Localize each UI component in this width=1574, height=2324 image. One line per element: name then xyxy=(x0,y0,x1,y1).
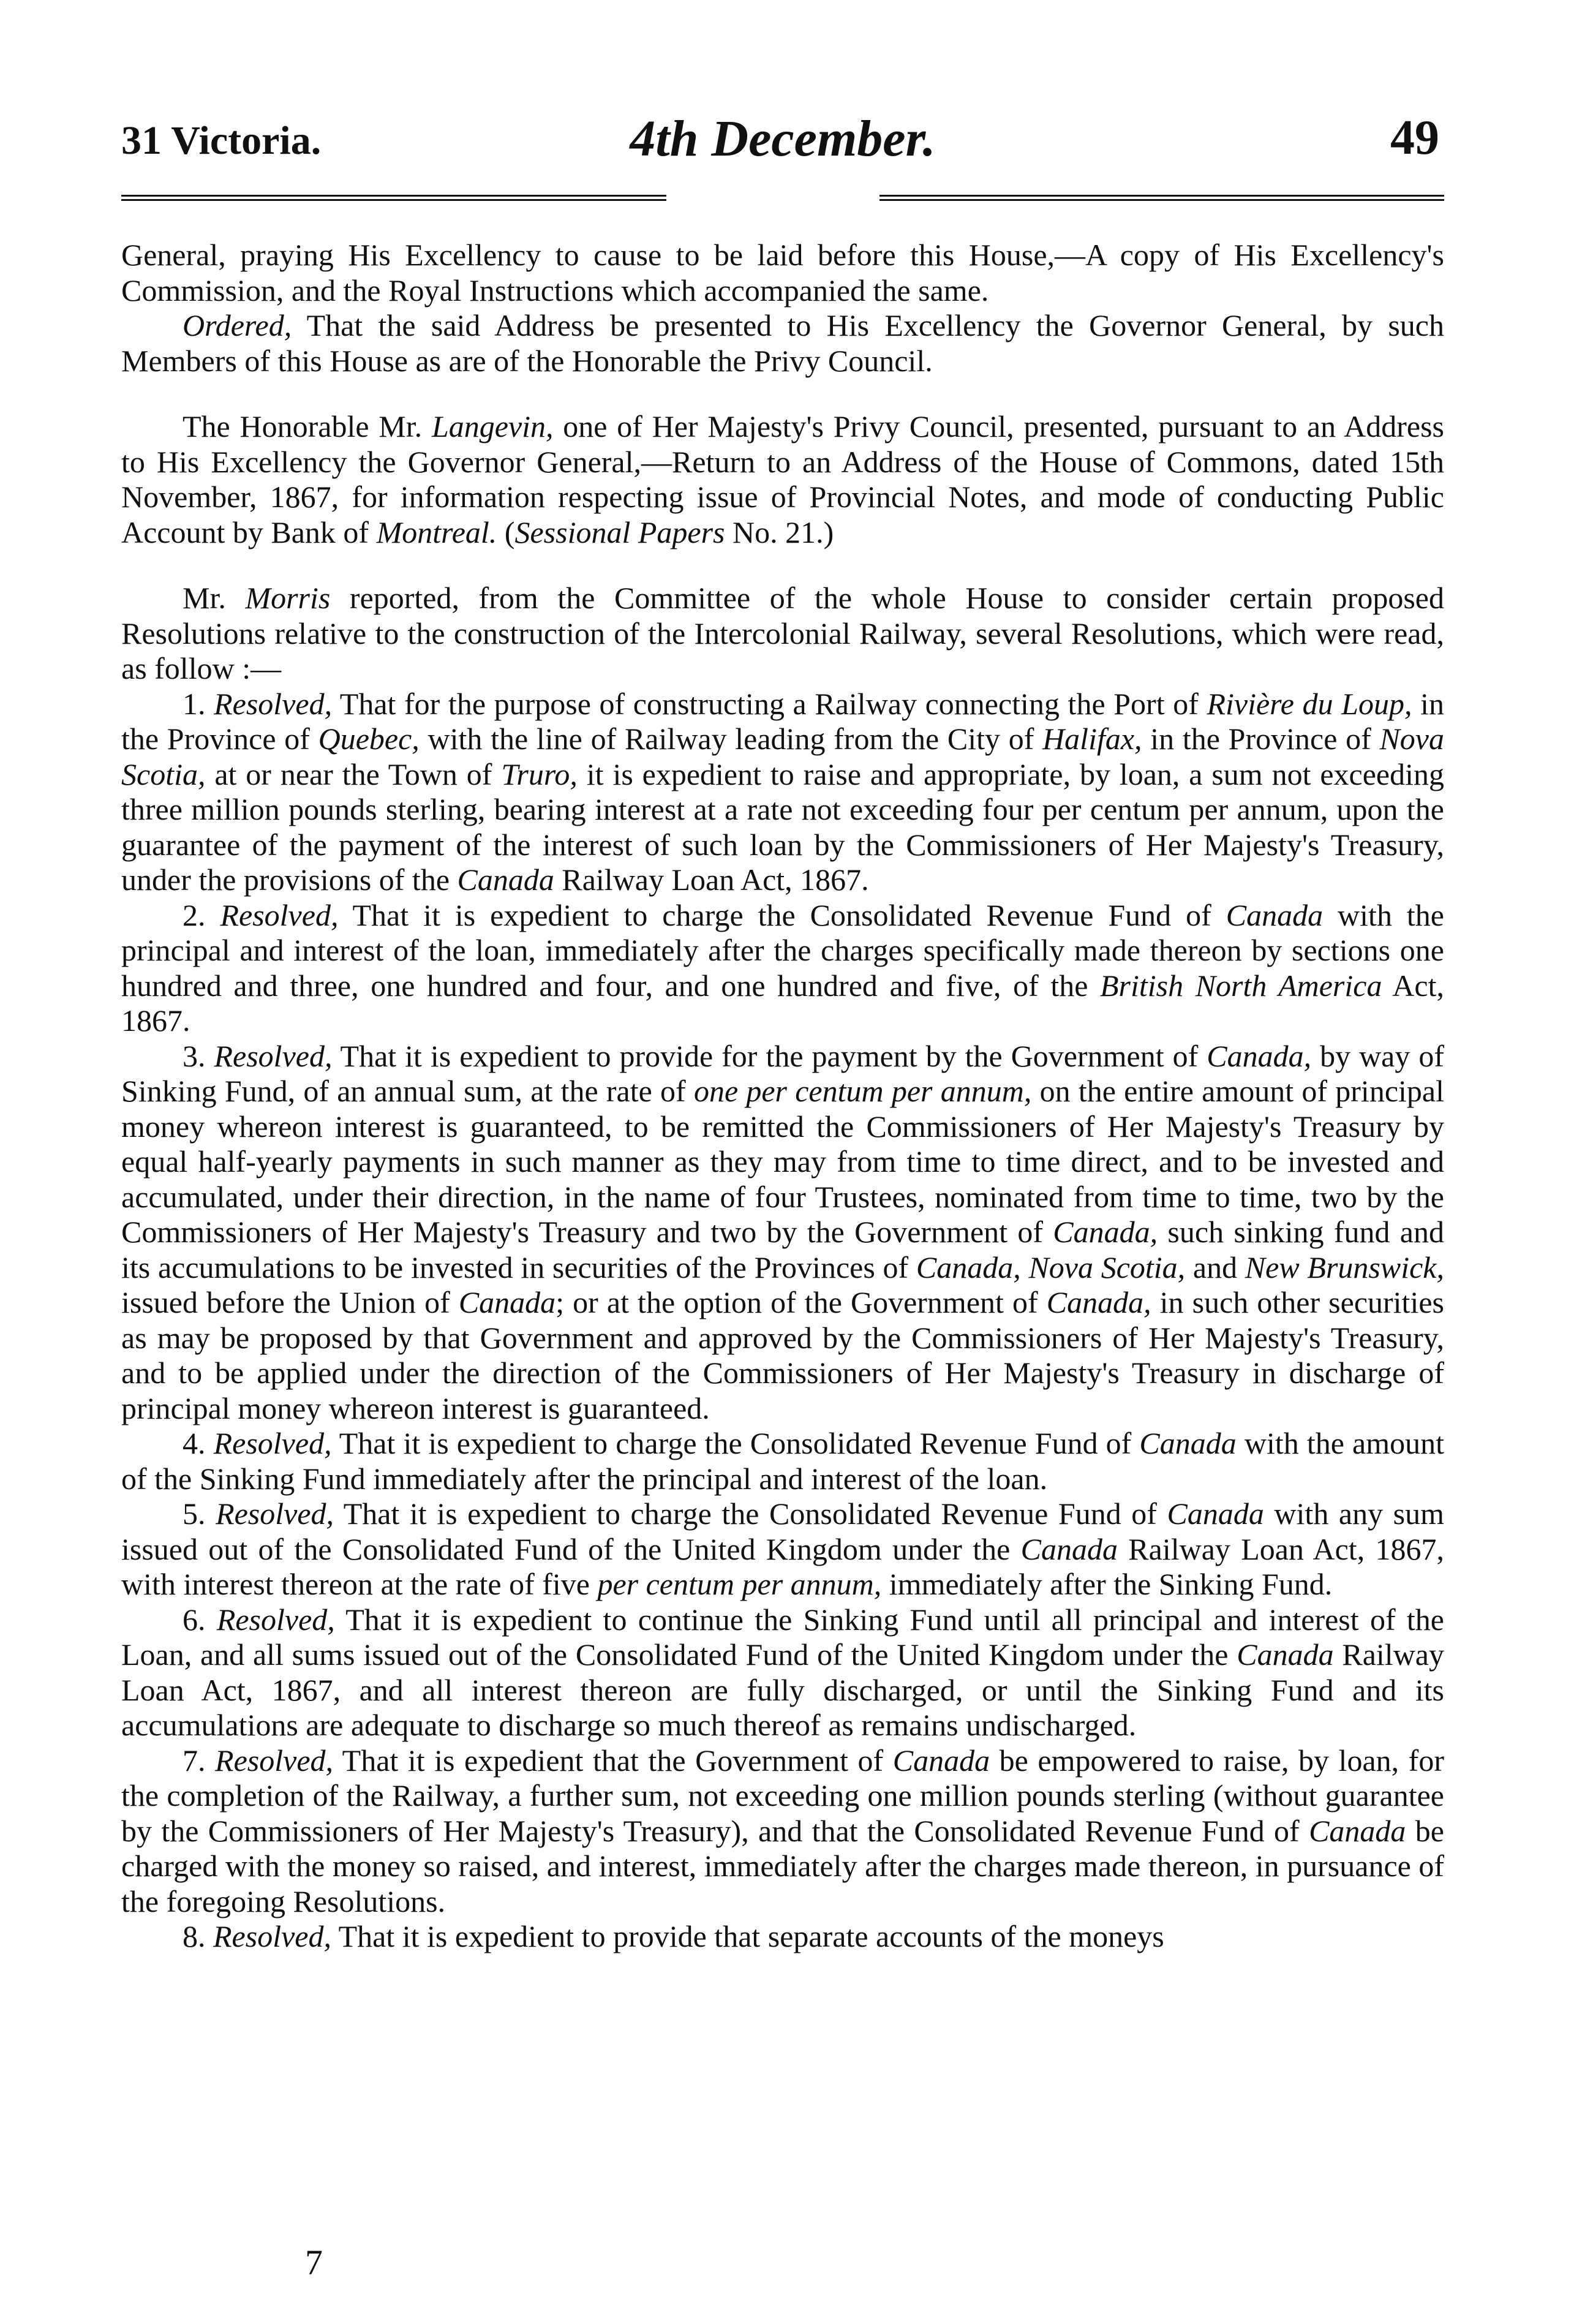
italic-text: Resolved, xyxy=(216,1602,335,1637)
italic-text: Canada, xyxy=(916,1250,1021,1285)
italic-text: Truro, xyxy=(501,756,578,791)
paragraph xyxy=(121,1496,1444,1602)
text-run: issued before the Union of xyxy=(121,1285,459,1319)
text-run: 1. xyxy=(183,686,214,721)
italic-text: Halifax, xyxy=(1042,722,1142,756)
text-run: at or near the Town of xyxy=(205,756,502,791)
italic-text: Montreal. xyxy=(376,515,497,549)
text-run: by way of Sinking Fund, of an annual sum, at the rate of xyxy=(121,1038,1445,1108)
italic-text: Resolved, xyxy=(216,1496,334,1531)
text-run: That it is expedient to charge the Consolidated Revenue Fund of xyxy=(331,1426,1140,1460)
italic-text: Canada xyxy=(892,1743,990,1778)
italic-text: Morris xyxy=(245,581,331,615)
text-run: That it is expedient to charge the Consolidated Revenue Fund of xyxy=(338,897,1226,932)
text-run: 6. xyxy=(183,1602,217,1637)
journal-body xyxy=(121,238,1444,1955)
text-run: Railway Loan Act, 1867, with interest thereon at the rate of five xyxy=(121,1531,1445,1601)
italic-text: Resolved, xyxy=(220,897,339,932)
italic-text: Canada xyxy=(1309,1813,1406,1848)
text-run: with the principal and interest of the loan, immediately after the charges specifically made thereon by sections one hundred and three, one hundred and four, and one hundred and five, of the xyxy=(121,897,1444,1003)
paragraph xyxy=(121,898,1444,1039)
italic-text: Canada xyxy=(457,862,554,897)
italic-text: Nova Scotia, xyxy=(1028,1250,1186,1285)
text-run: That it is expedient to provide for the payment by the Government of xyxy=(332,1038,1207,1073)
text-run: ( xyxy=(497,515,515,549)
text-run: with the line of Railway leading from the City of xyxy=(419,722,1043,756)
text-run: immediately after the Sinking Fund. xyxy=(881,1567,1333,1601)
italic-text: Resolved, xyxy=(213,1919,331,1953)
header-rule-right xyxy=(879,195,1444,201)
text-run: 7. xyxy=(183,1743,216,1778)
signature-mark: 7 xyxy=(305,2243,323,2282)
italic-text: per centum per annum, xyxy=(597,1567,882,1601)
paragraph xyxy=(121,1039,1444,1427)
page-number: 49 xyxy=(1390,111,1439,165)
text-run: That for the purpose of constructing a Railway connecting the Port of xyxy=(332,686,1207,721)
italic-text: Ordered, xyxy=(183,308,292,342)
text-run: be charged with the money so raised, and interest, immediately after the charges made thereon, in pursuance of the foregoing Resolutions. xyxy=(121,1813,1444,1918)
text-run: 2. xyxy=(183,897,220,932)
text-run: General, praying His Excellency to cause to be laid before this House,—A copy of His Excellency's Commission, and the Royal Instructions which accompanied the same. xyxy=(121,238,1444,307)
italic-text: Canada xyxy=(1237,1637,1334,1672)
italic-text: Rivière du Loup, xyxy=(1207,686,1412,721)
italic-text: Nova Scotia, xyxy=(121,722,1444,791)
italic-text: Resolved, xyxy=(214,686,333,721)
text-run: That it is expedient that the Government of xyxy=(333,1743,893,1778)
italic-text: Resolved, xyxy=(214,1038,333,1073)
italic-text: Canada xyxy=(1139,1426,1237,1460)
journal-page xyxy=(121,0,1444,2324)
paragraph xyxy=(121,308,1444,379)
italic-text: Resolved, xyxy=(213,1426,332,1460)
italic-text: Langevin, xyxy=(431,409,554,443)
text-run: Railway Loan Act, 1867, and all interest thereon are fully discharged, or until the Sinking Fund and its accumulations are adequate to discharge so much thereof as remains undischarged. xyxy=(121,1637,1444,1742)
italic-text: Canada xyxy=(458,1285,556,1319)
text-run: in such other securities as may be proposed by that Government and approved by the Commissioners of Her Majesty's Treasury, and to be applied under the direction of the Commissioners of Her Majesty's Treasury in discharge of principal money whereon interest is guaranteed. xyxy=(121,1285,1444,1425)
italic-text: British North America xyxy=(1099,968,1382,1003)
session-label: 31 Victoria. xyxy=(121,118,322,163)
italic-text: Canada, xyxy=(1207,1038,1312,1073)
text-run: 3. xyxy=(183,1038,214,1073)
italic-text: Canada xyxy=(1020,1531,1118,1566)
text-run: That the said Address be presented to His Excellency the Governor General, by such Members of this House as are of the Honorable the Privy Council. xyxy=(121,308,1444,378)
paragraph xyxy=(121,409,1444,550)
italic-text: Canada xyxy=(1167,1496,1264,1531)
text-run: That it is expedient to charge the Consolidated Revenue Fund of xyxy=(334,1496,1167,1531)
paragraph xyxy=(121,581,1444,687)
header-rule-left xyxy=(121,195,666,201)
text-run: such sinking fund and its accumulations to be invested in securities of the Provinces of xyxy=(121,1215,1445,1285)
text-run: 8. xyxy=(183,1919,213,1953)
italic-text: one per centum per annum, xyxy=(693,1074,1032,1108)
text-run: No. 21.) xyxy=(725,515,834,549)
date-heading: 4th December. xyxy=(630,110,936,167)
text-run: The Honorable Mr. xyxy=(183,409,432,443)
italic-text: New Brunswick, xyxy=(1245,1250,1444,1285)
text-run xyxy=(1021,1250,1029,1285)
text-run: on the entire amount of principal money whereon interest is guaranteed, to be remitted the Commissioners of Her Majesty's Treasury by equal half-yearly payments in such manner as they may from time to time direct, and to be invested and accumulated, under their direction, in the name of four Trustees, nominated from time to time, two by the Commissioners of Her Majesty's Treasury and two by the Government of xyxy=(121,1074,1444,1249)
text-run: be empowered to raise, by loan, for the completion of the Railway, a further sum, not exceeding one million pounds sterling (without guarantee by the Commissioners of Her Majesty's Treasury), and that the Consolidated Revenue Fund of xyxy=(121,1743,1444,1848)
italic-text: Canada, xyxy=(1053,1215,1158,1249)
text-run: Mr. xyxy=(183,581,246,615)
text-run: 4. xyxy=(183,1426,214,1460)
paragraph xyxy=(121,1743,1444,1920)
text-run: with any sum issued out of the Consolidated Fund of the United Kingdom under the xyxy=(121,1496,1444,1566)
text-run: and xyxy=(1185,1250,1245,1285)
text-run: That it is expedient to provide that separate accounts of the moneys xyxy=(331,1919,1164,1953)
text-run: one of Her Majesty's Privy Council, presented, pursuant to an Address to His Excellency the Governor General,—Return to an Address of the House of Commons, dated 15th November, 1867, for information respecting issue of Provincial Notes, and mode of conducting Public Account by Bank of xyxy=(121,409,1444,549)
text-run: it is expedient to raise and appropriate, by loan, a sum not exceeding three million pounds sterling, bearing interest at a rate not exceeding four per centum per annum, upon the guarantee of the payment of the interest of such loan by the Commissioners of Her Majesty's Treasury, under the provisions of the xyxy=(121,756,1444,897)
text-run: in the Province of xyxy=(121,686,1444,756)
text-run: Act, 1867. xyxy=(121,968,1444,1038)
text-run: That it is expedient to continue the Sinking Fund until all principal and interest of the Loan, and all sums issued out of the Consolidated Fund of the United Kingdom under the xyxy=(121,1602,1444,1672)
text-run: ; or at the option of the Government of xyxy=(555,1285,1047,1319)
paragraph xyxy=(121,1602,1444,1743)
paragraph xyxy=(121,1426,1444,1496)
paragraph xyxy=(121,1919,1444,1955)
text-run: with the amount of the Sinking Fund immediately after the principal and interest of the loan. xyxy=(121,1426,1445,1496)
text-run: Railway Loan Act, 1867. xyxy=(554,862,869,897)
text-run: reported, from the Committee of the whole House to consider certain proposed Resolutions relative to the construction of the Intercolonial Railway, several Resolutions, which were read, as follow :— xyxy=(121,581,1444,685)
paragraph xyxy=(121,238,1444,308)
running-header xyxy=(121,109,1444,176)
text-run: in the Province of xyxy=(1142,722,1380,756)
italic-text: Resolved, xyxy=(215,1743,334,1778)
italic-text: Quebec, xyxy=(318,722,420,756)
italic-text: Canada xyxy=(1226,897,1324,932)
italic-text: Sessional Papers xyxy=(514,515,725,549)
text-run: 5. xyxy=(183,1496,216,1531)
paragraph xyxy=(121,687,1444,898)
italic-text: Canada, xyxy=(1046,1285,1151,1319)
